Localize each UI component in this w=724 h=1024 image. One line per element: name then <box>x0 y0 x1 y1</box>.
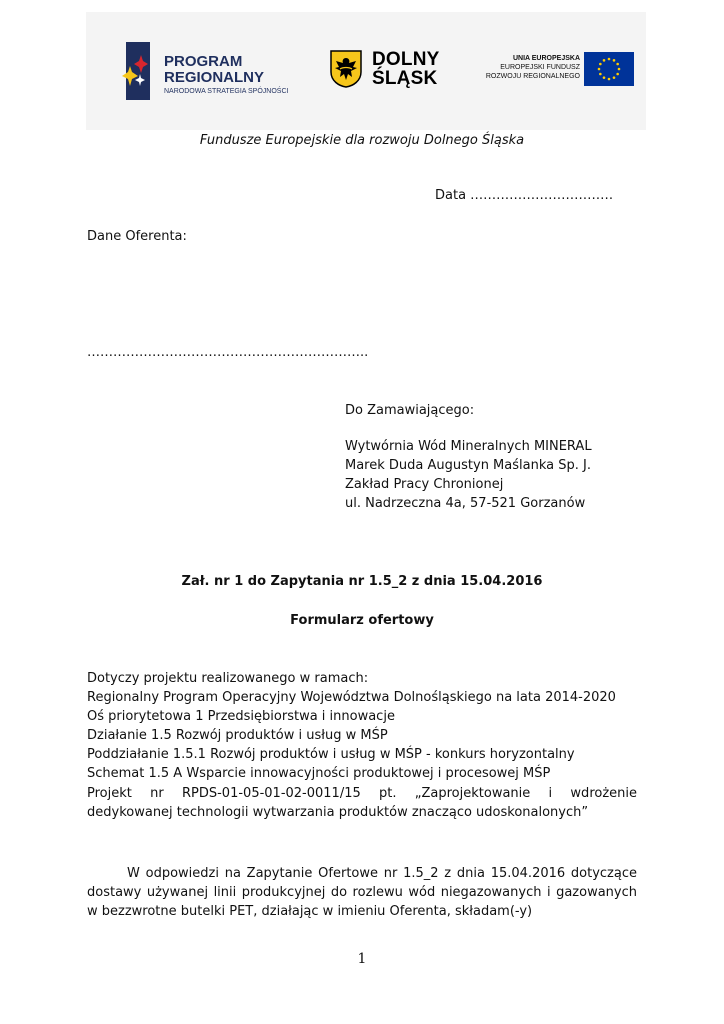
oferent-label: Dane Oferenta: <box>87 229 187 244</box>
header-tagline: Fundusze Europejskie dla rozwoju Dolnego Śląska <box>199 133 525 148</box>
eagle-shield-icon <box>330 50 362 88</box>
eu-star-icon <box>613 59 616 62</box>
unia-europejska-line1: UNIA EUROPEJSKA <box>512 55 580 62</box>
unia-europejska-line3: ROZWOJU REGIONALNEGO <box>485 73 580 80</box>
eu-star-icon <box>599 63 602 66</box>
zamawiajacy-line: Wytwórnia Wód Mineralnych MINERAL <box>345 439 592 454</box>
zamawiajacy-line: Marek Duda Augustyn Maślanka Sp. J. <box>345 458 591 473</box>
program-regionalny-mark-icon <box>122 42 152 100</box>
dolny-slask-line2: ŚLĄSK <box>372 68 438 89</box>
dolny-slask-line1: DOLNY <box>372 49 440 70</box>
zamawiajacy-line: ul. Nadrzeczna 4a, 57-521 Gorzanów <box>345 496 586 511</box>
eu-star-icon <box>608 78 611 81</box>
eu-star-icon <box>603 76 606 79</box>
project-line: Oś priorytetowa 1 Przedsiębiorstwa i innowacje <box>87 709 395 724</box>
project-line: Działanie 1.5 Rozwój produktów i usług w MŚP <box>87 728 388 743</box>
eu-star-icon <box>598 68 601 71</box>
eu-star-icon <box>618 68 621 71</box>
oferent-dots: ……………………………………………………….. <box>87 345 369 360</box>
eu-flag-icon <box>584 52 634 86</box>
zamawiajacy-line: Zakład Pracy Chronionej <box>345 477 504 492</box>
response-paragraph: W odpowiedzi na Zapytanie Ofertowe nr 1.5_2 z dnia 15.04.2016 dotyczące dostawy używanej linii produkcyjnej do rozlewu wód niegazowanych i gazowanych w bezzwrotne butelki PET, działając w imieniu Oferenta, składam(-y) <box>87 866 637 919</box>
program-regionalny-line2: REGIONALNY <box>164 69 265 86</box>
unia-europejska-line2: EUROPEJSKI FUNDUSZ <box>500 64 580 71</box>
form-title: Formularz ofertowy <box>290 613 434 628</box>
eu-star-icon <box>616 63 619 66</box>
project-line: Dotyczy projektu realizowanego w ramach: <box>87 671 369 686</box>
project-line: Poddziałanie 1.5.1 Rozwój produktów i usług w MŚP - konkurs horyzontalny <box>87 747 575 762</box>
eu-star-icon <box>603 59 606 62</box>
zamawiajacy-label: Do Zamawiającego: <box>345 403 475 418</box>
date-line: Data …………………………… <box>435 188 614 203</box>
project-line: Regionalny Program Operacyjny Województwa Dolnośląskiego na lata 2014-2020 <box>87 690 616 705</box>
program-regionalny-line1: PROGRAM <box>164 53 243 70</box>
program-regionalny-line3: NARODOWA STRATEGIA SPÓJNOŚCI <box>164 88 289 95</box>
project-paragraph: Projekt nr RPDS-01-05-01-02-0011/15 pt. „Zaprojektowanie i wdrożenie dedykowanej technologii wytwarzania produktów znacząco udoskonalonych” <box>87 786 637 820</box>
logo-band <box>86 12 646 130</box>
eu-star-icon <box>613 76 616 79</box>
eu-star-icon <box>599 73 602 76</box>
project-line: Schemat 1.5 A Wsparcie innowacyjności produktowej i procesowej MŚP <box>87 766 551 781</box>
eu-star-icon <box>616 73 619 76</box>
attachment-title: Zał. nr 1 do Zapytania nr 1.5_2 z dnia 15.04.2016 <box>181 574 543 589</box>
page-number: 1 <box>357 951 367 967</box>
eu-star-icon <box>608 58 611 61</box>
